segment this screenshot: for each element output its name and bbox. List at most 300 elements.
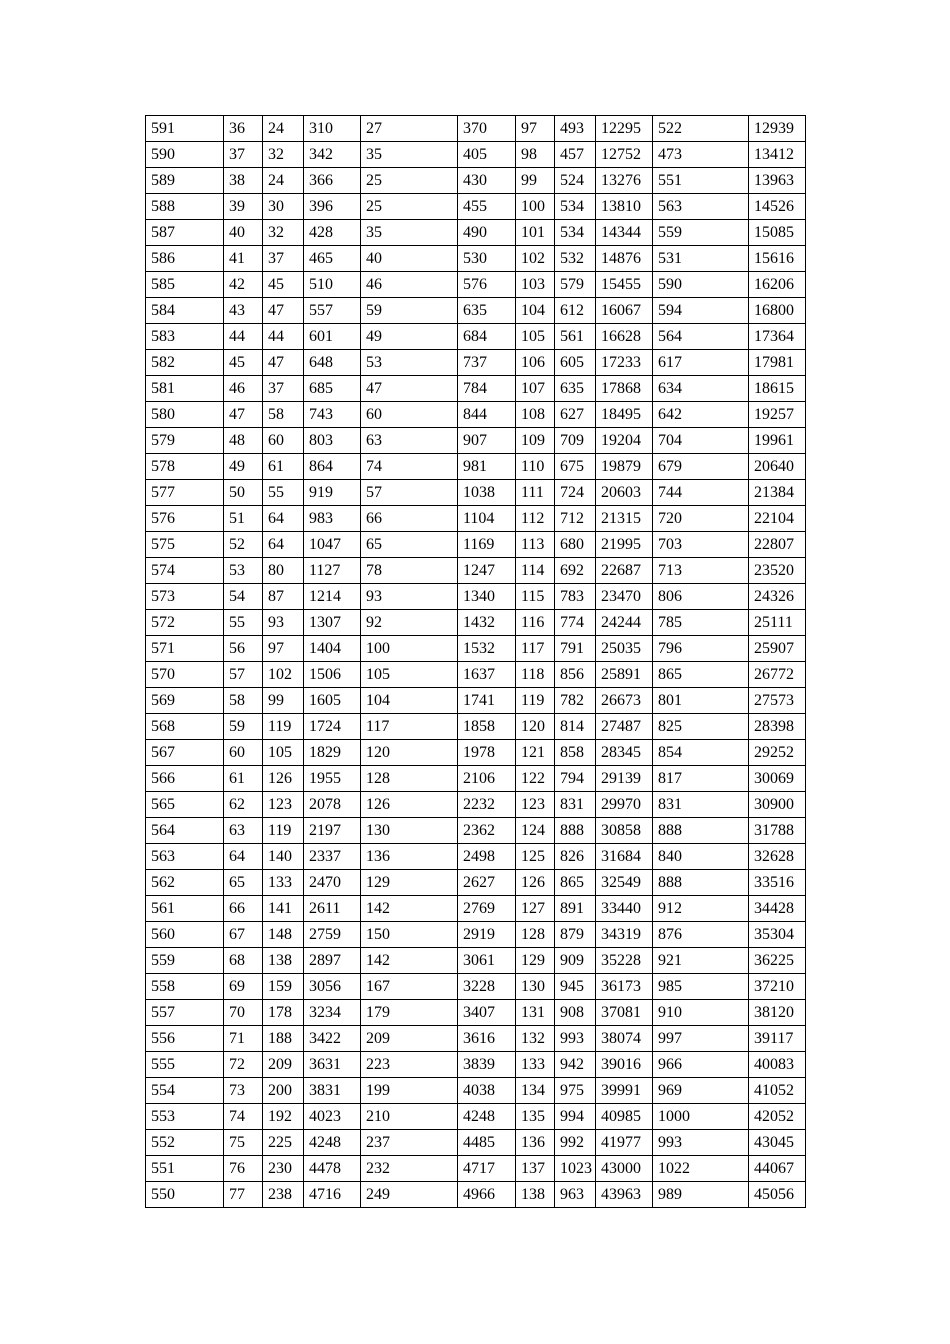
table-cell: 684 bbox=[458, 324, 516, 350]
table-cell: 888 bbox=[653, 818, 749, 844]
table-cell: 61 bbox=[263, 454, 304, 480]
table-cell: 18495 bbox=[596, 402, 653, 428]
table-cell: 62 bbox=[224, 792, 263, 818]
table-row bbox=[146, 922, 806, 948]
table-cell: 679 bbox=[653, 454, 749, 480]
table-cell: 785 bbox=[653, 610, 749, 636]
table-cell: 680 bbox=[555, 532, 596, 558]
table-cell: 47 bbox=[361, 376, 458, 402]
table-cell: 692 bbox=[555, 558, 596, 584]
table-cell: 47 bbox=[263, 298, 304, 324]
table-cell: 576 bbox=[458, 272, 516, 298]
table-cell: 3228 bbox=[458, 974, 516, 1000]
table-cell: 119 bbox=[263, 714, 304, 740]
table-cell: 1340 bbox=[458, 584, 516, 610]
table-cell: 49 bbox=[224, 454, 263, 480]
table-cell: 21384 bbox=[749, 480, 806, 506]
table-cell: 19879 bbox=[596, 454, 653, 480]
table-cell: 579 bbox=[555, 272, 596, 298]
table-cell: 556 bbox=[146, 1026, 224, 1052]
table-cell: 25035 bbox=[596, 636, 653, 662]
table-cell: 56 bbox=[224, 636, 263, 662]
table-cell: 64 bbox=[224, 844, 263, 870]
table-cell: 16800 bbox=[749, 298, 806, 324]
table-cell: 26772 bbox=[749, 662, 806, 688]
table-cell: 2919 bbox=[458, 922, 516, 948]
table-row bbox=[146, 480, 806, 506]
table-row bbox=[146, 766, 806, 792]
table-cell: 575 bbox=[146, 532, 224, 558]
table-cell: 48 bbox=[224, 428, 263, 454]
table-cell: 601 bbox=[304, 324, 361, 350]
table-cell: 591 bbox=[146, 116, 224, 142]
table-cell: 985 bbox=[653, 974, 749, 1000]
table-cell: 58 bbox=[224, 688, 263, 714]
table-cell: 1214 bbox=[304, 584, 361, 610]
table-cell: 4478 bbox=[304, 1156, 361, 1182]
table-cell: 396 bbox=[304, 194, 361, 220]
table-cell: 30 bbox=[263, 194, 304, 220]
table-cell: 225 bbox=[263, 1130, 304, 1156]
table-cell: 532 bbox=[555, 246, 596, 272]
table-cell: 560 bbox=[146, 922, 224, 948]
table-cell: 4716 bbox=[304, 1182, 361, 1208]
table-cell: 223 bbox=[361, 1052, 458, 1078]
table-cell: 40 bbox=[361, 246, 458, 272]
table-cell: 2769 bbox=[458, 896, 516, 922]
table-cell: 126 bbox=[516, 870, 555, 896]
table-cell: 50 bbox=[224, 480, 263, 506]
table-cell: 129 bbox=[361, 870, 458, 896]
table-cell: 534 bbox=[555, 220, 596, 246]
table-cell: 49 bbox=[361, 324, 458, 350]
table-row bbox=[146, 402, 806, 428]
table-cell: 26673 bbox=[596, 688, 653, 714]
table-cell: 47 bbox=[263, 350, 304, 376]
table-cell: 1506 bbox=[304, 662, 361, 688]
table-cell: 122 bbox=[516, 766, 555, 792]
table-cell: 588 bbox=[146, 194, 224, 220]
table-cell: 113 bbox=[516, 532, 555, 558]
table-cell: 75 bbox=[224, 1130, 263, 1156]
table-cell: 133 bbox=[516, 1052, 555, 1078]
table-cell: 108 bbox=[516, 402, 555, 428]
table-row bbox=[146, 740, 806, 766]
table-cell: 709 bbox=[555, 428, 596, 454]
table-cell: 13810 bbox=[596, 194, 653, 220]
table-cell: 1022 bbox=[653, 1156, 749, 1182]
table-cell: 744 bbox=[653, 480, 749, 506]
table-cell: 64 bbox=[263, 506, 304, 532]
table-cell: 18615 bbox=[749, 376, 806, 402]
table-cell: 73 bbox=[224, 1078, 263, 1104]
table-cell: 44 bbox=[263, 324, 304, 350]
table-cell: 27573 bbox=[749, 688, 806, 714]
table-cell: 42052 bbox=[749, 1104, 806, 1130]
table-cell: 15085 bbox=[749, 220, 806, 246]
table-cell: 44 bbox=[224, 324, 263, 350]
table-cell: 589 bbox=[146, 168, 224, 194]
table-cell: 465 bbox=[304, 246, 361, 272]
table-cell: 23520 bbox=[749, 558, 806, 584]
table-cell: 594 bbox=[653, 298, 749, 324]
table-cell: 93 bbox=[361, 584, 458, 610]
table-cell: 100 bbox=[361, 636, 458, 662]
table-cell: 121 bbox=[516, 740, 555, 766]
table-cell: 46 bbox=[361, 272, 458, 298]
table-cell: 559 bbox=[653, 220, 749, 246]
table-cell: 32628 bbox=[749, 844, 806, 870]
table-cell: 179 bbox=[361, 1000, 458, 1026]
table-cell: 129 bbox=[516, 948, 555, 974]
table-cell: 23470 bbox=[596, 584, 653, 610]
table-cell: 132 bbox=[516, 1026, 555, 1052]
table-cell: 563 bbox=[146, 844, 224, 870]
table-cell: 4966 bbox=[458, 1182, 516, 1208]
table-cell: 724 bbox=[555, 480, 596, 506]
table-cell: 3061 bbox=[458, 948, 516, 974]
table-cell: 116 bbox=[516, 610, 555, 636]
table-cell: 1858 bbox=[458, 714, 516, 740]
table-cell: 128 bbox=[361, 766, 458, 792]
table-cell: 612 bbox=[555, 298, 596, 324]
table-cell: 53 bbox=[224, 558, 263, 584]
table-cell: 858 bbox=[555, 740, 596, 766]
table-cell: 569 bbox=[146, 688, 224, 714]
table-cell: 31684 bbox=[596, 844, 653, 870]
table-cell: 199 bbox=[361, 1078, 458, 1104]
table-cell: 32 bbox=[263, 220, 304, 246]
table-cell: 2362 bbox=[458, 818, 516, 844]
table-cell: 27 bbox=[361, 116, 458, 142]
table-cell: 563 bbox=[653, 194, 749, 220]
table-cell: 581 bbox=[146, 376, 224, 402]
table-cell: 530 bbox=[458, 246, 516, 272]
table-cell: 17981 bbox=[749, 350, 806, 376]
table-cell: 510 bbox=[304, 272, 361, 298]
table-cell: 473 bbox=[653, 142, 749, 168]
table-row bbox=[146, 792, 806, 818]
table-row bbox=[146, 246, 806, 272]
table-cell: 3422 bbox=[304, 1026, 361, 1052]
table-cell: 963 bbox=[555, 1182, 596, 1208]
table-cell: 685 bbox=[304, 376, 361, 402]
table-row bbox=[146, 350, 806, 376]
table-row bbox=[146, 1052, 806, 1078]
table-cell: 567 bbox=[146, 740, 224, 766]
table-cell: 580 bbox=[146, 402, 224, 428]
table-cell: 825 bbox=[653, 714, 749, 740]
table-cell: 840 bbox=[653, 844, 749, 870]
table-cell: 2106 bbox=[458, 766, 516, 792]
table-cell: 704 bbox=[653, 428, 749, 454]
table-cell: 45 bbox=[263, 272, 304, 298]
table-cell: 66 bbox=[224, 896, 263, 922]
table-cell: 1038 bbox=[458, 480, 516, 506]
table-cell: 112 bbox=[516, 506, 555, 532]
table-cell: 37 bbox=[224, 142, 263, 168]
table-row bbox=[146, 974, 806, 1000]
table-cell: 77 bbox=[224, 1182, 263, 1208]
table-cell: 133 bbox=[263, 870, 304, 896]
table-cell: 3839 bbox=[458, 1052, 516, 1078]
table-cell: 909 bbox=[555, 948, 596, 974]
table-cell: 921 bbox=[653, 948, 749, 974]
table-cell: 712 bbox=[555, 506, 596, 532]
table-cell: 1829 bbox=[304, 740, 361, 766]
table-cell: 1741 bbox=[458, 688, 516, 714]
table-cell: 22104 bbox=[749, 506, 806, 532]
table-cell: 791 bbox=[555, 636, 596, 662]
table-cell: 38120 bbox=[749, 1000, 806, 1026]
table-cell: 16628 bbox=[596, 324, 653, 350]
table-cell: 36225 bbox=[749, 948, 806, 974]
table-cell: 39 bbox=[224, 194, 263, 220]
table-cell: 141 bbox=[263, 896, 304, 922]
table-cell: 13276 bbox=[596, 168, 653, 194]
table-cell: 994 bbox=[555, 1104, 596, 1130]
table-cell: 150 bbox=[361, 922, 458, 948]
table-row bbox=[146, 870, 806, 896]
table-cell: 138 bbox=[516, 1182, 555, 1208]
table-cell: 32 bbox=[263, 142, 304, 168]
table-row bbox=[146, 168, 806, 194]
table-cell: 114 bbox=[516, 558, 555, 584]
table-cell: 200 bbox=[263, 1078, 304, 1104]
table-cell: 230 bbox=[263, 1156, 304, 1182]
table-cell: 22687 bbox=[596, 558, 653, 584]
table-cell: 584 bbox=[146, 298, 224, 324]
table-cell: 46 bbox=[224, 376, 263, 402]
table-cell: 32549 bbox=[596, 870, 653, 896]
table-row bbox=[146, 948, 806, 974]
table-cell: 2197 bbox=[304, 818, 361, 844]
table-cell: 1104 bbox=[458, 506, 516, 532]
table-cell: 71 bbox=[224, 1026, 263, 1052]
table-cell: 993 bbox=[653, 1130, 749, 1156]
table-row bbox=[146, 688, 806, 714]
table-row bbox=[146, 1104, 806, 1130]
table-cell: 14344 bbox=[596, 220, 653, 246]
table-cell: 989 bbox=[653, 1182, 749, 1208]
table-cell: 120 bbox=[361, 740, 458, 766]
table-row bbox=[146, 1026, 806, 1052]
table-row bbox=[146, 1156, 806, 1182]
table-row bbox=[146, 272, 806, 298]
table-cell: 142 bbox=[361, 948, 458, 974]
table-cell: 590 bbox=[653, 272, 749, 298]
table-cell: 98 bbox=[516, 142, 555, 168]
table-cell: 135 bbox=[516, 1104, 555, 1130]
table-cell: 27487 bbox=[596, 714, 653, 740]
table-cell: 178 bbox=[263, 1000, 304, 1026]
table-cell: 1637 bbox=[458, 662, 516, 688]
table-cell: 455 bbox=[458, 194, 516, 220]
table-cell: 37210 bbox=[749, 974, 806, 1000]
table-cell: 63 bbox=[224, 818, 263, 844]
table-cell: 60 bbox=[224, 740, 263, 766]
table-cell: 493 bbox=[555, 116, 596, 142]
table-cell: 192 bbox=[263, 1104, 304, 1130]
table-cell: 100 bbox=[516, 194, 555, 220]
table-cell: 428 bbox=[304, 220, 361, 246]
table-cell: 58 bbox=[263, 402, 304, 428]
table-cell: 12295 bbox=[596, 116, 653, 142]
table-cell: 12939 bbox=[749, 116, 806, 142]
table-cell: 35 bbox=[361, 142, 458, 168]
table-cell: 566 bbox=[146, 766, 224, 792]
table-cell: 19204 bbox=[596, 428, 653, 454]
table-cell: 865 bbox=[653, 662, 749, 688]
table-cell: 87 bbox=[263, 584, 304, 610]
table-cell: 238 bbox=[263, 1182, 304, 1208]
table-cell: 43963 bbox=[596, 1182, 653, 1208]
table-row bbox=[146, 662, 806, 688]
table-cell: 59 bbox=[224, 714, 263, 740]
table-cell: 29139 bbox=[596, 766, 653, 792]
table-cell: 126 bbox=[263, 766, 304, 792]
table-cell: 559 bbox=[146, 948, 224, 974]
table-cell: 31788 bbox=[749, 818, 806, 844]
table-cell: 42 bbox=[224, 272, 263, 298]
table-cell: 844 bbox=[458, 402, 516, 428]
table-row bbox=[146, 324, 806, 350]
table-cell: 366 bbox=[304, 168, 361, 194]
table-cell: 13963 bbox=[749, 168, 806, 194]
table-cell: 25 bbox=[361, 168, 458, 194]
table-cell: 97 bbox=[516, 116, 555, 142]
table-cell: 554 bbox=[146, 1078, 224, 1104]
table-cell: 713 bbox=[653, 558, 749, 584]
table-cell: 80 bbox=[263, 558, 304, 584]
table-cell: 945 bbox=[555, 974, 596, 1000]
table-cell: 864 bbox=[304, 454, 361, 480]
table-cell: 59 bbox=[361, 298, 458, 324]
table-cell: 579 bbox=[146, 428, 224, 454]
table-cell: 33516 bbox=[749, 870, 806, 896]
table-row bbox=[146, 818, 806, 844]
table-cell: 4248 bbox=[458, 1104, 516, 1130]
table-cell: 635 bbox=[458, 298, 516, 324]
table-cell: 33440 bbox=[596, 896, 653, 922]
table-cell: 51 bbox=[224, 506, 263, 532]
table-row bbox=[146, 142, 806, 168]
table-cell: 430 bbox=[458, 168, 516, 194]
table-cell: 35304 bbox=[749, 922, 806, 948]
table-cell: 997 bbox=[653, 1026, 749, 1052]
table-cell: 19257 bbox=[749, 402, 806, 428]
table-cell: 105 bbox=[516, 324, 555, 350]
table-cell: 119 bbox=[263, 818, 304, 844]
table-cell: 571 bbox=[146, 636, 224, 662]
table-cell: 310 bbox=[304, 116, 361, 142]
table-cell: 806 bbox=[653, 584, 749, 610]
table-cell: 568 bbox=[146, 714, 224, 740]
table-cell: 102 bbox=[263, 662, 304, 688]
table-cell: 577 bbox=[146, 480, 224, 506]
table-row bbox=[146, 714, 806, 740]
table-cell: 783 bbox=[555, 584, 596, 610]
table-cell: 908 bbox=[555, 1000, 596, 1026]
table-cell: 574 bbox=[146, 558, 224, 584]
table-cell: 39117 bbox=[749, 1026, 806, 1052]
table-cell: 583 bbox=[146, 324, 224, 350]
table-cell: 522 bbox=[653, 116, 749, 142]
table-cell: 60 bbox=[361, 402, 458, 428]
table-cell: 888 bbox=[555, 818, 596, 844]
table-cell: 557 bbox=[304, 298, 361, 324]
table-cell: 188 bbox=[263, 1026, 304, 1052]
table-row bbox=[146, 1182, 806, 1208]
table-cell: 38074 bbox=[596, 1026, 653, 1052]
table-cell: 551 bbox=[146, 1156, 224, 1182]
table-cell: 16067 bbox=[596, 298, 653, 324]
table-cell: 104 bbox=[516, 298, 555, 324]
table-cell: 891 bbox=[555, 896, 596, 922]
table-cell: 39016 bbox=[596, 1052, 653, 1078]
table-cell: 814 bbox=[555, 714, 596, 740]
table-cell: 127 bbox=[516, 896, 555, 922]
table-cell: 576 bbox=[146, 506, 224, 532]
table-cell: 490 bbox=[458, 220, 516, 246]
table-cell: 585 bbox=[146, 272, 224, 298]
table-cell: 232 bbox=[361, 1156, 458, 1182]
table-cell: 3234 bbox=[304, 1000, 361, 1026]
table-cell: 590 bbox=[146, 142, 224, 168]
table-cell: 1955 bbox=[304, 766, 361, 792]
table-cell: 14876 bbox=[596, 246, 653, 272]
table-row bbox=[146, 1130, 806, 1156]
table-cell: 582 bbox=[146, 350, 224, 376]
table-cell: 130 bbox=[361, 818, 458, 844]
table-cell: 573 bbox=[146, 584, 224, 610]
table-cell: 131 bbox=[516, 1000, 555, 1026]
table-cell: 20640 bbox=[749, 454, 806, 480]
table-cell: 34428 bbox=[749, 896, 806, 922]
table-cell: 555 bbox=[146, 1052, 224, 1078]
table-row bbox=[146, 610, 806, 636]
table-cell: 93 bbox=[263, 610, 304, 636]
table-cell: 570 bbox=[146, 662, 224, 688]
table-cell: 796 bbox=[653, 636, 749, 662]
table-body bbox=[146, 116, 806, 1208]
table-cell: 13412 bbox=[749, 142, 806, 168]
table-cell: 36 bbox=[224, 116, 263, 142]
table-cell: 457 bbox=[555, 142, 596, 168]
table-cell: 564 bbox=[653, 324, 749, 350]
table-cell: 743 bbox=[304, 402, 361, 428]
table-cell: 41052 bbox=[749, 1078, 806, 1104]
table-cell: 342 bbox=[304, 142, 361, 168]
table-cell: 45056 bbox=[749, 1182, 806, 1208]
table-cell: 2078 bbox=[304, 792, 361, 818]
table-cell: 25891 bbox=[596, 662, 653, 688]
table-row bbox=[146, 636, 806, 662]
table-cell: 120 bbox=[516, 714, 555, 740]
table-cell: 40985 bbox=[596, 1104, 653, 1130]
table-cell: 159 bbox=[263, 974, 304, 1000]
table-cell: 70 bbox=[224, 1000, 263, 1026]
table-row bbox=[146, 376, 806, 402]
table-cell: 865 bbox=[555, 870, 596, 896]
table-cell: 578 bbox=[146, 454, 224, 480]
table-cell: 15455 bbox=[596, 272, 653, 298]
table-cell: 803 bbox=[304, 428, 361, 454]
table-cell: 106 bbox=[516, 350, 555, 376]
table-cell: 553 bbox=[146, 1104, 224, 1130]
table-cell: 703 bbox=[653, 532, 749, 558]
table-cell: 2498 bbox=[458, 844, 516, 870]
